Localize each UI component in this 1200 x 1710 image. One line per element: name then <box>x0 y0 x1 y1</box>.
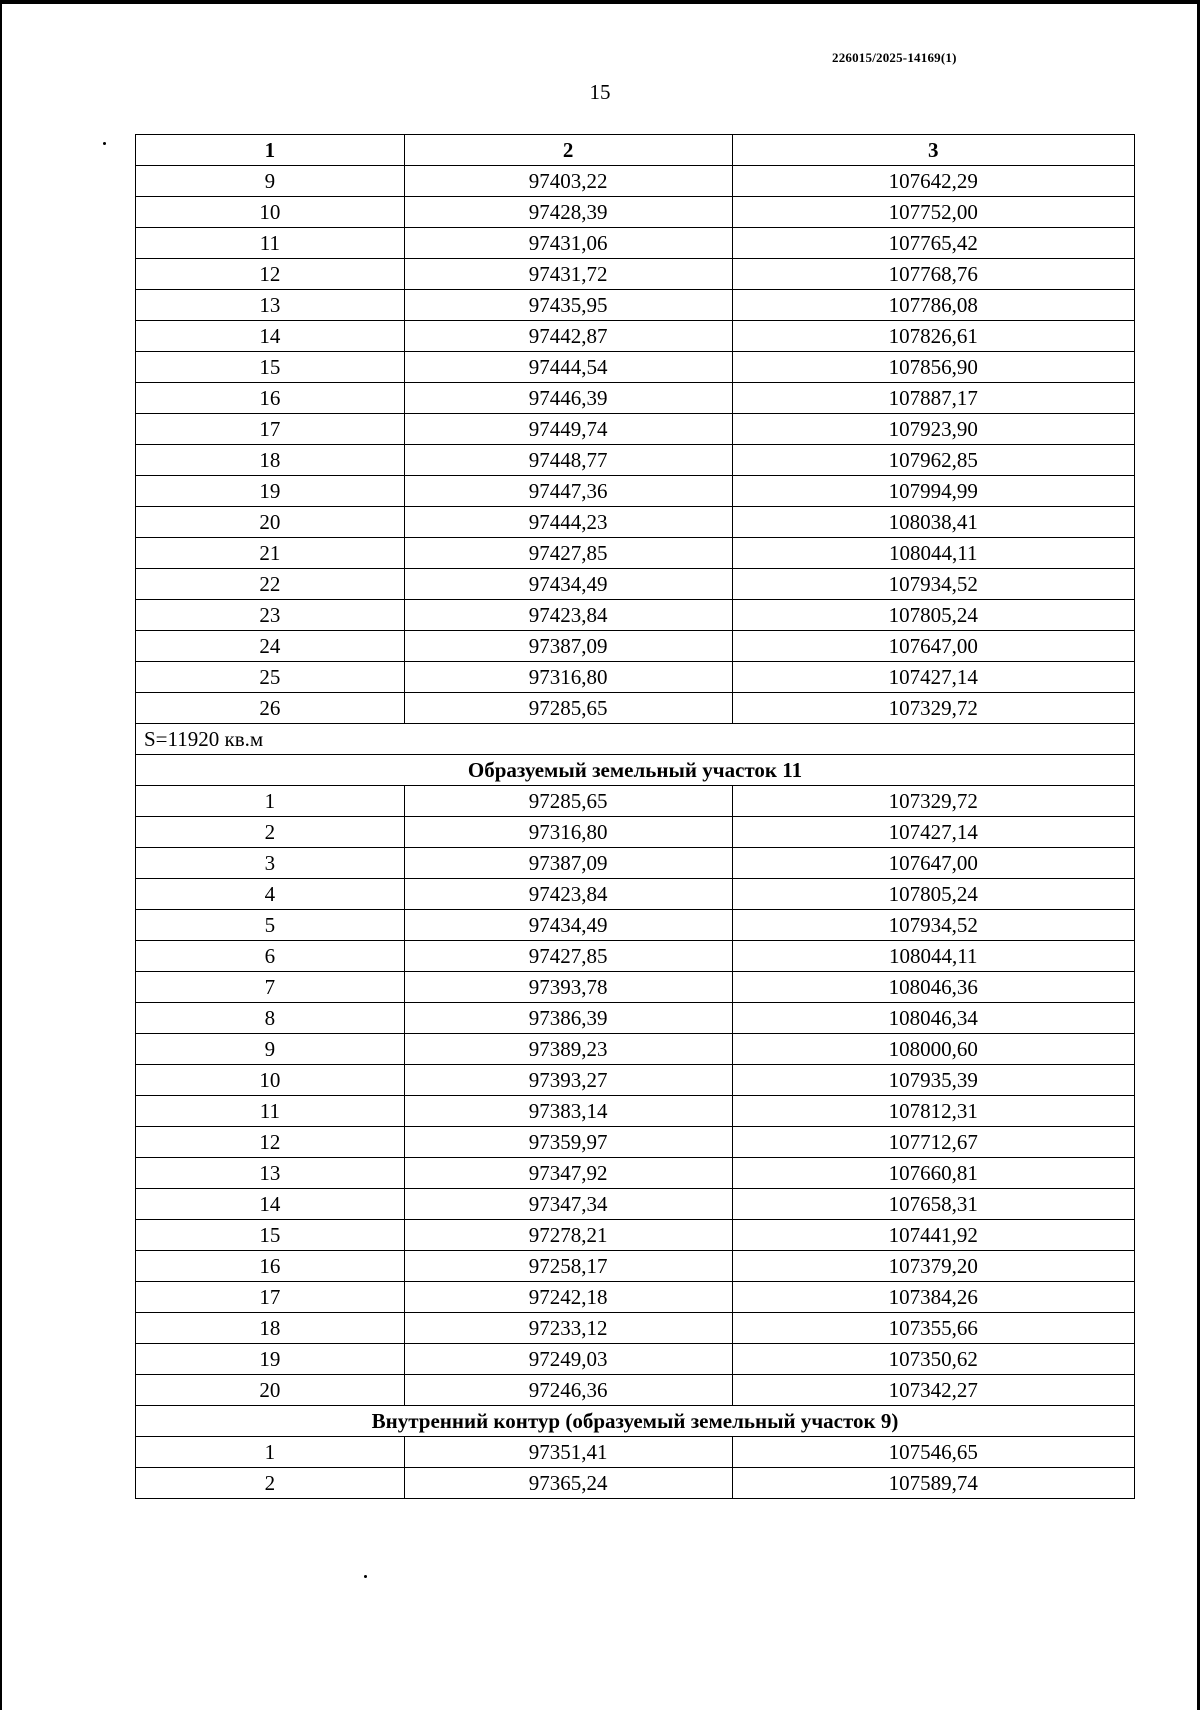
section-title-row <box>136 1406 1135 1437</box>
point-number-cell: 24 <box>136 631 405 662</box>
y-coordinate-cell: 107935,39 <box>732 1065 1134 1096</box>
x-coordinate-cell: 97431,72 <box>404 259 732 290</box>
x-coordinate-cell: 97444,54 <box>404 352 732 383</box>
y-coordinate-cell: 107752,00 <box>732 197 1134 228</box>
scan-speck <box>103 142 106 145</box>
table-row <box>136 879 1135 910</box>
table-row <box>136 1220 1135 1251</box>
scan-speck <box>364 1575 367 1578</box>
y-coordinate-cell: 107329,72 <box>732 786 1134 817</box>
point-number-cell: 26 <box>136 693 405 724</box>
point-number-cell: 20 <box>136 1375 405 1406</box>
table-row <box>136 507 1135 538</box>
x-coordinate-cell: 97423,84 <box>404 600 732 631</box>
point-number-cell: 1 <box>136 1437 405 1468</box>
x-coordinate-cell: 97233,12 <box>404 1313 732 1344</box>
area-note-row <box>136 724 1135 755</box>
y-coordinate-cell: 108038,41 <box>732 507 1134 538</box>
y-coordinate-cell: 107329,72 <box>732 693 1134 724</box>
point-number-cell: 15 <box>136 1220 405 1251</box>
y-coordinate-cell: 108046,36 <box>732 972 1134 1003</box>
x-coordinate-cell: 97447,36 <box>404 476 732 507</box>
x-coordinate-cell: 97285,65 <box>404 786 732 817</box>
y-coordinate-cell: 107379,20 <box>732 1251 1134 1282</box>
y-coordinate-cell: 107962,85 <box>732 445 1134 476</box>
table-row <box>136 786 1135 817</box>
point-number-cell: 3 <box>136 848 405 879</box>
page-number: 15 <box>589 80 611 104</box>
x-coordinate-cell: 97278,21 <box>404 1220 732 1251</box>
point-number-cell: 7 <box>136 972 405 1003</box>
y-coordinate-cell: 107355,66 <box>732 1313 1134 1344</box>
y-coordinate-cell: 107934,52 <box>732 569 1134 600</box>
point-number-cell: 23 <box>136 600 405 631</box>
point-number-cell: 14 <box>136 321 405 352</box>
section-title: Образуемый земельный участок 11 <box>136 755 1135 786</box>
y-coordinate-cell: 107768,76 <box>732 259 1134 290</box>
y-coordinate-cell: 107786,08 <box>732 290 1134 321</box>
x-coordinate-cell: 97448,77 <box>404 445 732 476</box>
point-number-cell: 19 <box>136 1344 405 1375</box>
x-coordinate-cell: 97446,39 <box>404 383 732 414</box>
point-number-cell: 15 <box>136 352 405 383</box>
column-header: 3 <box>732 135 1134 166</box>
table-row <box>136 569 1135 600</box>
x-coordinate-cell: 97427,85 <box>404 538 732 569</box>
scan-top-edge <box>0 0 1200 4</box>
x-coordinate-cell: 97359,97 <box>404 1127 732 1158</box>
point-number-cell: 20 <box>136 507 405 538</box>
point-number-cell: 12 <box>136 259 405 290</box>
x-coordinate-cell: 97444,23 <box>404 507 732 538</box>
y-coordinate-cell: 107660,81 <box>732 1158 1134 1189</box>
table-row <box>136 197 1135 228</box>
y-coordinate-cell: 107441,92 <box>732 1220 1134 1251</box>
scan-left-edge <box>0 0 2 1710</box>
x-coordinate-cell: 97386,39 <box>404 1003 732 1034</box>
table-row <box>136 538 1135 569</box>
column-header: 2 <box>404 135 732 166</box>
point-number-cell: 13 <box>136 290 405 321</box>
table-row <box>136 817 1135 848</box>
y-coordinate-cell: 107342,27 <box>732 1375 1134 1406</box>
x-coordinate-cell: 97427,85 <box>404 941 732 972</box>
y-coordinate-cell: 107546,65 <box>732 1437 1134 1468</box>
point-number-cell: 21 <box>136 538 405 569</box>
table-row <box>136 662 1135 693</box>
table-row <box>136 972 1135 1003</box>
coordinates-table-body <box>136 135 1135 1499</box>
y-coordinate-cell: 107812,31 <box>732 1096 1134 1127</box>
coordinates-table <box>135 134 1135 1499</box>
y-coordinate-cell: 107712,67 <box>732 1127 1134 1158</box>
x-coordinate-cell: 97435,95 <box>404 290 732 321</box>
point-number-cell: 18 <box>136 1313 405 1344</box>
x-coordinate-cell: 97316,80 <box>404 817 732 848</box>
table-row <box>136 1003 1135 1034</box>
point-number-cell: 19 <box>136 476 405 507</box>
table-row <box>136 1344 1135 1375</box>
point-number-cell: 16 <box>136 383 405 414</box>
x-coordinate-cell: 97442,87 <box>404 321 732 352</box>
table-row <box>136 383 1135 414</box>
y-coordinate-cell: 107427,14 <box>732 817 1134 848</box>
table-row <box>136 848 1135 879</box>
table-row <box>136 1189 1135 1220</box>
y-coordinate-cell: 107856,90 <box>732 352 1134 383</box>
point-number-cell: 17 <box>136 414 405 445</box>
table-row <box>136 941 1135 972</box>
table-row <box>136 1468 1135 1499</box>
table-row <box>136 1313 1135 1344</box>
y-coordinate-cell: 107427,14 <box>732 662 1134 693</box>
point-number-cell: 14 <box>136 1189 405 1220</box>
y-coordinate-cell: 108044,11 <box>732 941 1134 972</box>
table-row <box>136 259 1135 290</box>
point-number-cell: 8 <box>136 1003 405 1034</box>
point-number-cell: 10 <box>136 1065 405 1096</box>
point-number-cell: 25 <box>136 662 405 693</box>
table-row <box>136 693 1135 724</box>
y-coordinate-cell: 107805,24 <box>732 600 1134 631</box>
table-row <box>136 445 1135 476</box>
point-number-cell: 4 <box>136 879 405 910</box>
point-number-cell: 6 <box>136 941 405 972</box>
table-row <box>136 1034 1135 1065</box>
table-row <box>136 166 1135 197</box>
point-number-cell: 9 <box>136 1034 405 1065</box>
point-number-cell: 11 <box>136 228 405 259</box>
point-number-cell: 13 <box>136 1158 405 1189</box>
table-row <box>136 290 1135 321</box>
x-coordinate-cell: 97347,34 <box>404 1189 732 1220</box>
y-coordinate-cell: 107765,42 <box>732 228 1134 259</box>
x-coordinate-cell: 97423,84 <box>404 879 732 910</box>
y-coordinate-cell: 107350,62 <box>732 1344 1134 1375</box>
x-coordinate-cell: 97434,49 <box>404 569 732 600</box>
x-coordinate-cell: 97393,78 <box>404 972 732 1003</box>
x-coordinate-cell: 97428,39 <box>404 197 732 228</box>
y-coordinate-cell: 107887,17 <box>732 383 1134 414</box>
x-coordinate-cell: 97449,74 <box>404 414 732 445</box>
y-coordinate-cell: 107647,00 <box>732 848 1134 879</box>
x-coordinate-cell: 97403,22 <box>404 166 732 197</box>
x-coordinate-cell: 97389,23 <box>404 1034 732 1065</box>
point-number-cell: 2 <box>136 1468 405 1499</box>
section-title: Внутренний контур (образуемый земельный участок 9) <box>136 1406 1135 1437</box>
table-row <box>136 1282 1135 1313</box>
table-row <box>136 228 1135 259</box>
x-coordinate-cell: 97242,18 <box>404 1282 732 1313</box>
x-coordinate-cell: 97246,36 <box>404 1375 732 1406</box>
document-number: 226015/2025-14169(1) <box>832 50 957 65</box>
x-coordinate-cell: 97249,03 <box>404 1344 732 1375</box>
x-coordinate-cell: 97285,65 <box>404 693 732 724</box>
point-number-cell: 18 <box>136 445 405 476</box>
y-coordinate-cell: 107805,24 <box>732 879 1134 910</box>
table-row <box>136 414 1135 445</box>
x-coordinate-cell: 97383,14 <box>404 1096 732 1127</box>
x-coordinate-cell: 97258,17 <box>404 1251 732 1282</box>
point-number-cell: 12 <box>136 1127 405 1158</box>
y-coordinate-cell: 108044,11 <box>732 538 1134 569</box>
y-coordinate-cell: 107589,74 <box>732 1468 1134 1499</box>
table-row <box>136 1251 1135 1282</box>
y-coordinate-cell: 108000,60 <box>732 1034 1134 1065</box>
point-number-cell: 22 <box>136 569 405 600</box>
point-number-cell: 2 <box>136 817 405 848</box>
table-row <box>136 1375 1135 1406</box>
y-coordinate-cell: 108046,34 <box>732 1003 1134 1034</box>
y-coordinate-cell: 107384,26 <box>732 1282 1134 1313</box>
x-coordinate-cell: 97316,80 <box>404 662 732 693</box>
area-note: S=11920 кв.м <box>136 724 1135 755</box>
point-number-cell: 17 <box>136 1282 405 1313</box>
x-coordinate-cell: 97347,92 <box>404 1158 732 1189</box>
point-number-cell: 9 <box>136 166 405 197</box>
y-coordinate-cell: 107826,61 <box>732 321 1134 352</box>
x-coordinate-cell: 97365,24 <box>404 1468 732 1499</box>
point-number-cell: 16 <box>136 1251 405 1282</box>
point-number-cell: 5 <box>136 910 405 941</box>
table-row <box>136 1437 1135 1468</box>
table-row <box>136 1096 1135 1127</box>
table-row <box>136 600 1135 631</box>
y-coordinate-cell: 107658,31 <box>732 1189 1134 1220</box>
table-row <box>136 1127 1135 1158</box>
x-coordinate-cell: 97351,41 <box>404 1437 732 1468</box>
y-coordinate-cell: 107647,00 <box>732 631 1134 662</box>
point-number-cell: 10 <box>136 197 405 228</box>
point-number-cell: 1 <box>136 786 405 817</box>
table-header-row <box>136 135 1135 166</box>
table-row <box>136 1065 1135 1096</box>
y-coordinate-cell: 107923,90 <box>732 414 1134 445</box>
table-row <box>136 352 1135 383</box>
table-row <box>136 910 1135 941</box>
section-title-row <box>136 755 1135 786</box>
y-coordinate-cell: 107994,99 <box>732 476 1134 507</box>
column-header: 1 <box>136 135 405 166</box>
table-row <box>136 321 1135 352</box>
x-coordinate-cell: 97387,09 <box>404 631 732 662</box>
y-coordinate-cell: 107934,52 <box>732 910 1134 941</box>
x-coordinate-cell: 97393,27 <box>404 1065 732 1096</box>
x-coordinate-cell: 97431,06 <box>404 228 732 259</box>
table-row <box>136 476 1135 507</box>
table-row <box>136 631 1135 662</box>
y-coordinate-cell: 107642,29 <box>732 166 1134 197</box>
point-number-cell: 11 <box>136 1096 405 1127</box>
table-row <box>136 1158 1135 1189</box>
x-coordinate-cell: 97434,49 <box>404 910 732 941</box>
x-coordinate-cell: 97387,09 <box>404 848 732 879</box>
